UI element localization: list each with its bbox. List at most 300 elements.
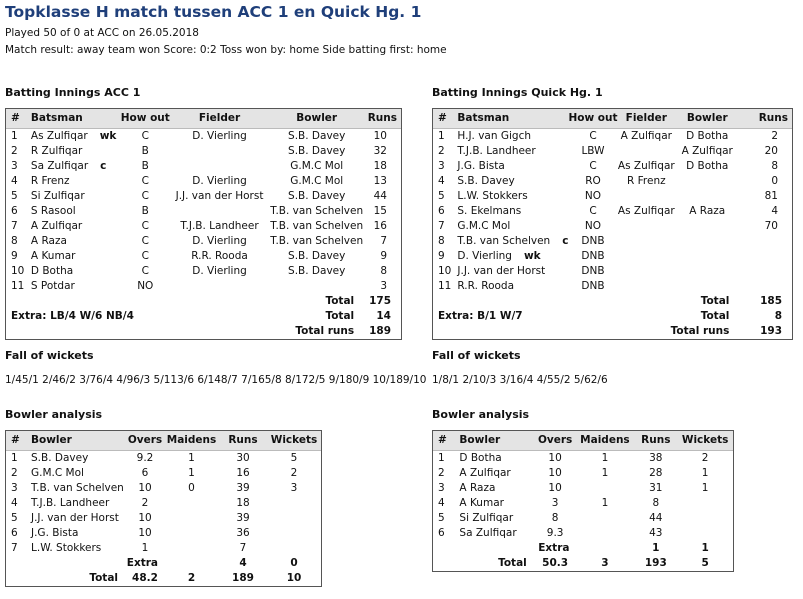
batsman-number: 8 [11, 235, 18, 247]
bowling-column-header: Runs [219, 431, 267, 451]
how-out: RO [585, 175, 601, 187]
batsman-number: 2 [438, 145, 445, 157]
fall-of-wickets-heading: Fall of wickets [5, 349, 94, 362]
bowler-name: Sa Zulfiqar [459, 527, 517, 539]
maidens [164, 526, 219, 541]
batsman-name: R Frenz [30, 175, 70, 187]
fielder: D. Vierling [192, 130, 247, 142]
extra-label: Extra [538, 542, 570, 554]
bowler-name: A Kumar [459, 497, 504, 509]
bowler-name: T.B. van Schelven [31, 482, 124, 494]
fielder: As Zulfiqar [617, 205, 675, 217]
batsman-name: Si Zulfiqar [30, 190, 85, 202]
page-title: Topklasse H match tussen ACC 1 en Quick Hg. 1 [5, 3, 422, 21]
bowling-row [6, 481, 321, 496]
bowling-table [5, 430, 322, 587]
batsman-number: 5 [11, 190, 18, 202]
bowling-column-header: # [6, 431, 26, 451]
total-value: 175 [369, 295, 391, 307]
fall-of-wickets: 1/8/1 2/10/3 3/16/4 4/55/2 5/62/6 [432, 374, 608, 386]
batting-column-header: Runs [364, 109, 401, 129]
total-bowling-runs: 193 [644, 557, 667, 569]
bowler: T.B. van Schelven [270, 205, 364, 217]
bowling-row [433, 526, 733, 541]
batting-row [433, 144, 792, 159]
bowler: D Botha [686, 160, 729, 172]
total-maidens: 3 [601, 557, 609, 569]
batting-row [6, 174, 401, 189]
overs: 3 [551, 497, 559, 509]
batsman-name-cell [452, 234, 568, 249]
bowler: G.M.C Mol [290, 160, 344, 172]
batsman-name: S Potdar [30, 280, 75, 292]
bowler: S.B. Davey [288, 190, 346, 202]
batsman-name-cell [452, 264, 568, 279]
batsman-name: J.G. Bista [457, 160, 505, 172]
batsman-number: 8 [438, 235, 445, 247]
total-bowling-runs: 189 [232, 572, 254, 584]
batsman-name-cell [452, 279, 568, 294]
extras-total-label: Total [700, 310, 730, 322]
batting-table [5, 108, 402, 340]
batsman-number: 9 [11, 250, 18, 262]
bowling-row [6, 526, 321, 541]
bowler-name: T.J.B. Landheer [31, 497, 110, 509]
how-out: C [141, 220, 149, 232]
maidens: 1 [601, 467, 609, 479]
total-wickets: 10 [286, 572, 302, 584]
total-label: Total [325, 295, 355, 307]
batsman-number: 6 [438, 205, 445, 217]
how-out: C [141, 265, 149, 277]
bowling-column-header: # [433, 431, 454, 451]
batsman-name-cell [452, 144, 568, 159]
overs: 6 [141, 467, 149, 479]
overs: 10 [138, 482, 152, 494]
batsman-name: T.B. van Schelven [457, 235, 551, 247]
batsman-number: 10 [438, 265, 452, 277]
bowler-number: 2 [11, 467, 18, 479]
bowling-total-label: Total [89, 572, 118, 584]
how-out: C [141, 175, 149, 187]
bowler-name: J.G. Bista [31, 527, 79, 539]
bowling-column-header: Maidens [164, 431, 219, 451]
bowler-analysis-heading: Bowler analysis [5, 408, 103, 421]
batting-row [433, 189, 792, 204]
extras-total: 8 [774, 310, 782, 322]
runs: 4 [771, 205, 778, 217]
batsman-name-cell [26, 174, 121, 189]
runs: 18 [236, 497, 250, 509]
bowler-name: Si Zulfiqar [459, 512, 514, 524]
bowler-analysis-heading: Bowler analysis [432, 408, 530, 421]
batting-innings-heading: Batting Innings ACC 1 [5, 86, 141, 99]
bowler: A Zulfiqar [681, 145, 733, 157]
total-runs-row [6, 324, 401, 339]
total-value: 185 [760, 295, 782, 307]
bowler: T.B. van Schelven [270, 220, 364, 232]
bowler: S.B. Davey [288, 145, 346, 157]
wickets: 5 [290, 452, 298, 464]
runs: 30 [236, 452, 250, 464]
batsman-name: J.J. van der Horst [457, 265, 546, 277]
batsman-name: As Zulfiqar [30, 130, 88, 142]
how-out: NO [584, 220, 602, 232]
bowling-row [433, 496, 733, 511]
runs: 38 [649, 452, 663, 464]
runs: 39 [236, 482, 250, 494]
fielder: A Zulfiqar [620, 130, 672, 142]
batsman-name-cell [452, 159, 568, 174]
match-result: Match result: away team won Score: 0:2 Toss won by: home Side batting first: home [5, 44, 447, 56]
batsman-name-cell [452, 249, 568, 264]
wickets [267, 541, 321, 556]
runs: 8 [771, 160, 778, 172]
bowler-number: 2 [438, 467, 445, 479]
batting-row [433, 129, 792, 145]
maidens: 1 [601, 497, 609, 509]
bowling-row [6, 451, 321, 467]
how-out: C [589, 130, 597, 142]
runs: 8 [652, 497, 660, 509]
runs: 70 [764, 220, 778, 232]
batting-column-header: Fielder [170, 109, 269, 129]
bowler: G.M.C Mol [290, 175, 344, 187]
bowler-name: A Raza [459, 482, 496, 494]
maidens [575, 511, 634, 526]
batting-row [433, 204, 792, 219]
overs: 2 [141, 497, 149, 509]
runs: 18 [373, 160, 387, 172]
total-label: Total [700, 295, 730, 307]
wickets [677, 511, 733, 526]
batting-row [6, 204, 401, 219]
total-runs-value: 193 [760, 325, 782, 337]
batting-row [6, 144, 401, 159]
player-role-tag: c [562, 235, 569, 247]
fielder: As Zulfiqar [617, 160, 675, 172]
runs: 7 [239, 542, 247, 554]
wickets [267, 526, 321, 541]
wickets [267, 511, 321, 526]
how-out: B [141, 160, 149, 172]
batsman-name-cell [26, 234, 121, 249]
runs: 13 [373, 175, 387, 187]
extra-label: Extra [126, 557, 158, 569]
bowler-number: 3 [438, 482, 445, 494]
how-out: LBW [581, 145, 605, 157]
runs [739, 264, 792, 279]
overs: 9.3 [546, 527, 564, 539]
extra-wickets: 0 [290, 557, 298, 569]
batsman-name: D. Vierling [457, 250, 512, 262]
bowler-name: L.W. Stokkers [31, 542, 102, 554]
how-out: C [141, 190, 149, 202]
fielder: R.R. Rooda [191, 250, 248, 262]
bowler-number: 6 [11, 527, 18, 539]
bowler [675, 264, 739, 279]
batsman-number: 7 [11, 220, 18, 232]
batting-column-header: How out [568, 109, 617, 129]
overs: 10 [138, 527, 152, 539]
fielder [618, 189, 676, 204]
batting-row [6, 264, 401, 279]
bowler [675, 174, 739, 189]
bowling-column-header: Bowler [454, 431, 534, 451]
bowler-name: S.B. Davey [31, 452, 89, 464]
total-row [6, 294, 401, 309]
batting-column-header: Fielder [618, 109, 676, 129]
runs [739, 249, 792, 264]
wickets: 2 [290, 467, 298, 479]
batsman-number: 6 [11, 205, 18, 217]
batsman-name-cell [26, 204, 121, 219]
fall-of-wickets-heading: Fall of wickets [432, 349, 521, 362]
batting-row [6, 279, 401, 294]
batsman-number: 9 [438, 250, 445, 262]
batsman-name-cell [26, 219, 121, 234]
batsman-number: 4 [11, 175, 18, 187]
extra-wickets: 1 [701, 542, 709, 554]
how-out: B [141, 205, 149, 217]
bowling-table [432, 430, 734, 572]
overs: 10 [548, 467, 562, 479]
batsman-name: A Kumar [30, 250, 76, 262]
batting-row [433, 249, 792, 264]
runs: 31 [649, 482, 663, 494]
batsman-name-cell [452, 219, 568, 234]
batting-row [6, 159, 401, 174]
bowling-row [433, 466, 733, 481]
how-out: C [141, 235, 149, 247]
player-role-tag: wk [99, 130, 117, 142]
bowler: S.B. Davey [288, 130, 346, 142]
batsman-name: G.M.C Mol [457, 220, 511, 232]
fielder: D. Vierling [192, 235, 247, 247]
bowler-name: D Botha [459, 452, 502, 464]
bowling-total-row [6, 571, 321, 586]
batting-table [432, 108, 793, 340]
batsman-name: S.B. Davey [457, 175, 515, 187]
bowler-number: 5 [438, 512, 445, 524]
batting-row [433, 279, 792, 294]
overs: 10 [138, 512, 152, 524]
total-wickets: 5 [701, 557, 709, 569]
fielder [618, 219, 676, 234]
bowler-number: 3 [11, 482, 18, 494]
bowling-column-header: Wickets [267, 431, 321, 451]
batting-column-header: Batsman [26, 109, 121, 129]
batting-column-header: Bowler [675, 109, 739, 129]
overs: 9.2 [136, 452, 154, 464]
batting-row [6, 234, 401, 249]
batting-column-header: # [433, 109, 452, 129]
overs: 10 [548, 452, 562, 464]
runs: 43 [649, 527, 663, 539]
batsman-name-cell [26, 144, 121, 159]
extras-total-label: Total [325, 310, 355, 322]
wickets: 1 [701, 467, 709, 479]
runs: 8 [380, 265, 387, 277]
bowler: A Raza [689, 205, 726, 217]
fielder [618, 264, 676, 279]
batsman-number: 2 [11, 145, 18, 157]
runs: 0 [771, 175, 778, 187]
batsman-number: 11 [11, 280, 25, 292]
bowling-row [6, 466, 321, 481]
batsman-name: A Raza [30, 235, 67, 247]
batsman-number: 5 [438, 190, 445, 202]
batting-row [433, 264, 792, 279]
fielder: D. Vierling [192, 175, 247, 187]
batting-column-header: How out [121, 109, 170, 129]
batsman-number: 3 [11, 160, 18, 172]
bowler: S.B. Davey [288, 250, 346, 262]
how-out: NO [584, 190, 602, 202]
bowler-number: 6 [438, 527, 445, 539]
runs: 10 [373, 130, 387, 142]
batting-row [433, 174, 792, 189]
maidens [164, 496, 219, 511]
total-runs-row [433, 324, 792, 339]
bowling-column-header: Wickets [677, 431, 733, 451]
total-maidens: 2 [187, 572, 196, 584]
batsman-name: S. Ekelmans [457, 205, 522, 217]
bowler-number: 4 [438, 497, 445, 509]
batting-row [6, 189, 401, 204]
batsman-name-cell [26, 249, 121, 264]
bowling-row [6, 496, 321, 511]
extras-breakdown: Extra: B/1 W/7 [438, 310, 523, 322]
runs: 2 [771, 130, 778, 142]
batting-column-header: Batsman [452, 109, 568, 129]
fielder [170, 144, 269, 159]
how-out: NO [137, 280, 154, 292]
maidens: 0 [188, 482, 195, 494]
extra-runs: 4 [239, 557, 247, 569]
bowling-column-header: Runs [634, 431, 677, 451]
runs: 9 [380, 250, 387, 262]
wickets [677, 496, 733, 511]
how-out: C [141, 250, 149, 262]
runs: 36 [236, 527, 250, 539]
maidens: 1 [188, 452, 195, 464]
bowler-name: J.J. van der Horst [31, 512, 119, 524]
batsman-number: 4 [438, 175, 445, 187]
batsman-name-cell [26, 189, 121, 204]
bowling-total-label: Total [498, 557, 527, 569]
runs: 44 [649, 512, 663, 524]
batting-row [433, 159, 792, 174]
batsman-name: D Botha [30, 265, 74, 277]
runs: 32 [373, 145, 387, 157]
how-out: C [141, 130, 149, 142]
runs: 28 [649, 467, 663, 479]
bowler: S.B. Davey [288, 265, 346, 277]
runs [739, 279, 792, 294]
bowler-number: 1 [438, 452, 445, 464]
how-out: B [141, 145, 149, 157]
extras-row [433, 309, 792, 324]
batting-row [6, 129, 401, 145]
runs: 7 [380, 235, 387, 247]
bowling-column-header: Overs [535, 431, 576, 451]
fielder: J.J. van der Horst [175, 190, 264, 202]
batsman-number: 7 [438, 220, 445, 232]
batsman-name-cell [26, 279, 121, 294]
runs: 15 [373, 205, 387, 217]
bowling-extra-row [6, 556, 321, 571]
total-overs: 48.2 [132, 572, 158, 584]
bowler-number: 7 [11, 542, 18, 554]
bowler-number: 4 [11, 497, 18, 509]
extra-maidens [164, 556, 219, 571]
batting-row [6, 219, 401, 234]
batsman-name-cell [26, 264, 121, 279]
fielder [618, 279, 676, 294]
batsman-name-cell [452, 174, 568, 189]
runs: 16 [373, 220, 387, 232]
bowler [675, 219, 739, 234]
bowler [675, 189, 739, 204]
played-info: Played 50 of 0 at ACC on 26.05.2018 [5, 27, 199, 39]
batting-column-header: # [6, 109, 26, 129]
bowling-row [6, 511, 321, 526]
bowler: D Botha [686, 130, 729, 142]
batting-row [6, 249, 401, 264]
wickets: 2 [701, 452, 709, 464]
bowler-name: G.M.C Mol [31, 467, 84, 479]
bowling-row [6, 541, 321, 556]
fielder [170, 279, 269, 294]
bowling-column-header: Bowler [26, 431, 126, 451]
maidens [575, 526, 634, 541]
total-overs: 50.3 [542, 557, 569, 569]
batsman-name: H.J. van Gigch [457, 130, 531, 142]
bowler [675, 279, 739, 294]
bowling-column-header: Maidens [575, 431, 634, 451]
bowling-extra-row [433, 541, 733, 556]
batting-innings-heading: Batting Innings Quick Hg. 1 [432, 86, 603, 99]
total-runs-value: 189 [369, 325, 391, 337]
extras-row [6, 309, 401, 324]
maidens [575, 481, 634, 496]
fielder [618, 144, 676, 159]
maidens [164, 511, 219, 526]
runs [739, 234, 792, 249]
extra-maidens [575, 541, 634, 556]
batting-column-header: Runs [739, 109, 792, 129]
batsman-name-cell [452, 204, 568, 219]
batting-row [433, 219, 792, 234]
wickets: 3 [290, 482, 298, 494]
batsman-number: 1 [11, 130, 18, 142]
batsman-name: A Zulfiqar [30, 220, 83, 232]
bowler [675, 249, 739, 264]
bowling-row [433, 511, 733, 526]
player-role-tag: c [100, 160, 107, 172]
wickets [267, 496, 321, 511]
how-out: C [589, 205, 597, 217]
fielder [618, 249, 676, 264]
batsman-name-cell [452, 189, 568, 204]
bowler [675, 234, 739, 249]
batsman-name-cell [26, 159, 121, 174]
batting-row [433, 234, 792, 249]
fielder [618, 234, 676, 249]
how-out: DNB [581, 265, 605, 277]
extra-runs: 1 [652, 542, 660, 554]
